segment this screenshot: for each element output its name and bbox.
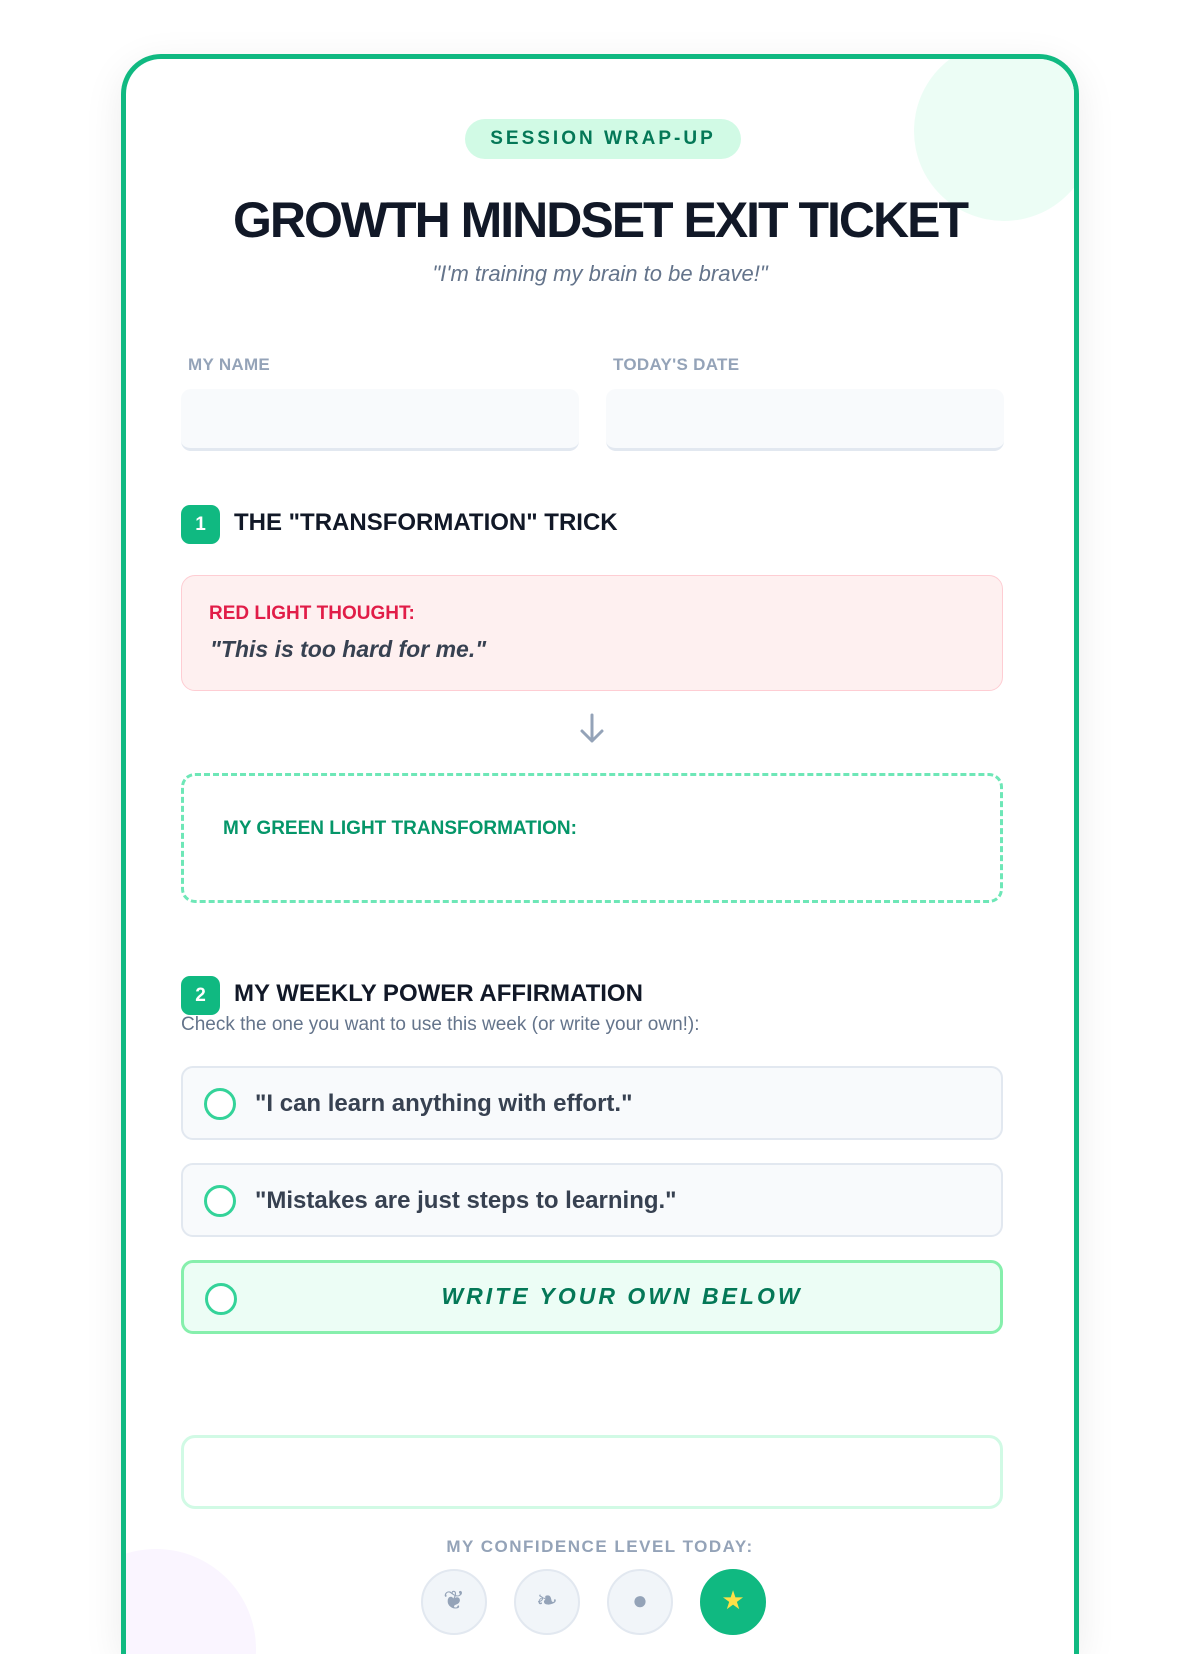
brain-icon[interactable]: ● [607, 1569, 673, 1635]
section-2-helper: Check the one you want to use this week (or write your own!): [181, 1014, 700, 1035]
exit-ticket-card [121, 54, 1079, 1654]
section-2-number: 2 [181, 976, 220, 1015]
green-light-label: MY GREEN LIGHT TRANSFORMATION: [223, 818, 577, 839]
page-subtitle: "I'm training my brain to be brave!" [432, 261, 768, 286]
name-label: MY NAME [188, 355, 271, 374]
section-1-number: 1 [181, 505, 220, 544]
radio-button[interactable] [204, 1185, 236, 1217]
radio-button[interactable] [204, 1088, 236, 1120]
red-light-label: RED LIGHT THOUGHT: [209, 603, 415, 624]
decorative-circle [121, 1549, 256, 1654]
section-1-title: THE "TRANSFORMATION" TRICK [234, 509, 618, 536]
red-light-thought: "This is too hard for me." [210, 636, 487, 662]
green-light-input[interactable] [181, 773, 1003, 903]
confidence-label: MY CONFIDENCE LEVEL TODAY: [446, 1537, 754, 1556]
affirmation-text: "Mistakes are just steps to learning." [255, 1187, 677, 1214]
name-field[interactable] [181, 389, 579, 451]
seedling-icon[interactable]: ❦ [421, 1569, 487, 1635]
write-own-option[interactable] [181, 1260, 1003, 1334]
write-own-label: WRITE YOUR OWN BELOW [441, 1283, 803, 1309]
affirmation-text: "I can learn anything with effort." [255, 1090, 633, 1117]
arrow-down-icon [572, 709, 612, 749]
sprout-icon[interactable]: ❧ [514, 1569, 580, 1635]
affirmation-option[interactable] [181, 1066, 1003, 1140]
section-2-title: MY WEEKLY POWER AFFIRMATION [234, 980, 643, 1007]
date-field[interactable] [606, 389, 1004, 451]
affirmation-option[interactable] [181, 1163, 1003, 1237]
star-icon[interactable]: ★ [700, 1569, 766, 1635]
red-light-box [181, 575, 1003, 691]
own-affirmation-input[interactable] [181, 1435, 1003, 1509]
page-title: GROWTH MINDSET EXIT TICKET [232, 192, 968, 248]
session-badge: SESSION WRAP-UP [465, 119, 741, 159]
date-label: TODAY'S DATE [613, 355, 740, 374]
